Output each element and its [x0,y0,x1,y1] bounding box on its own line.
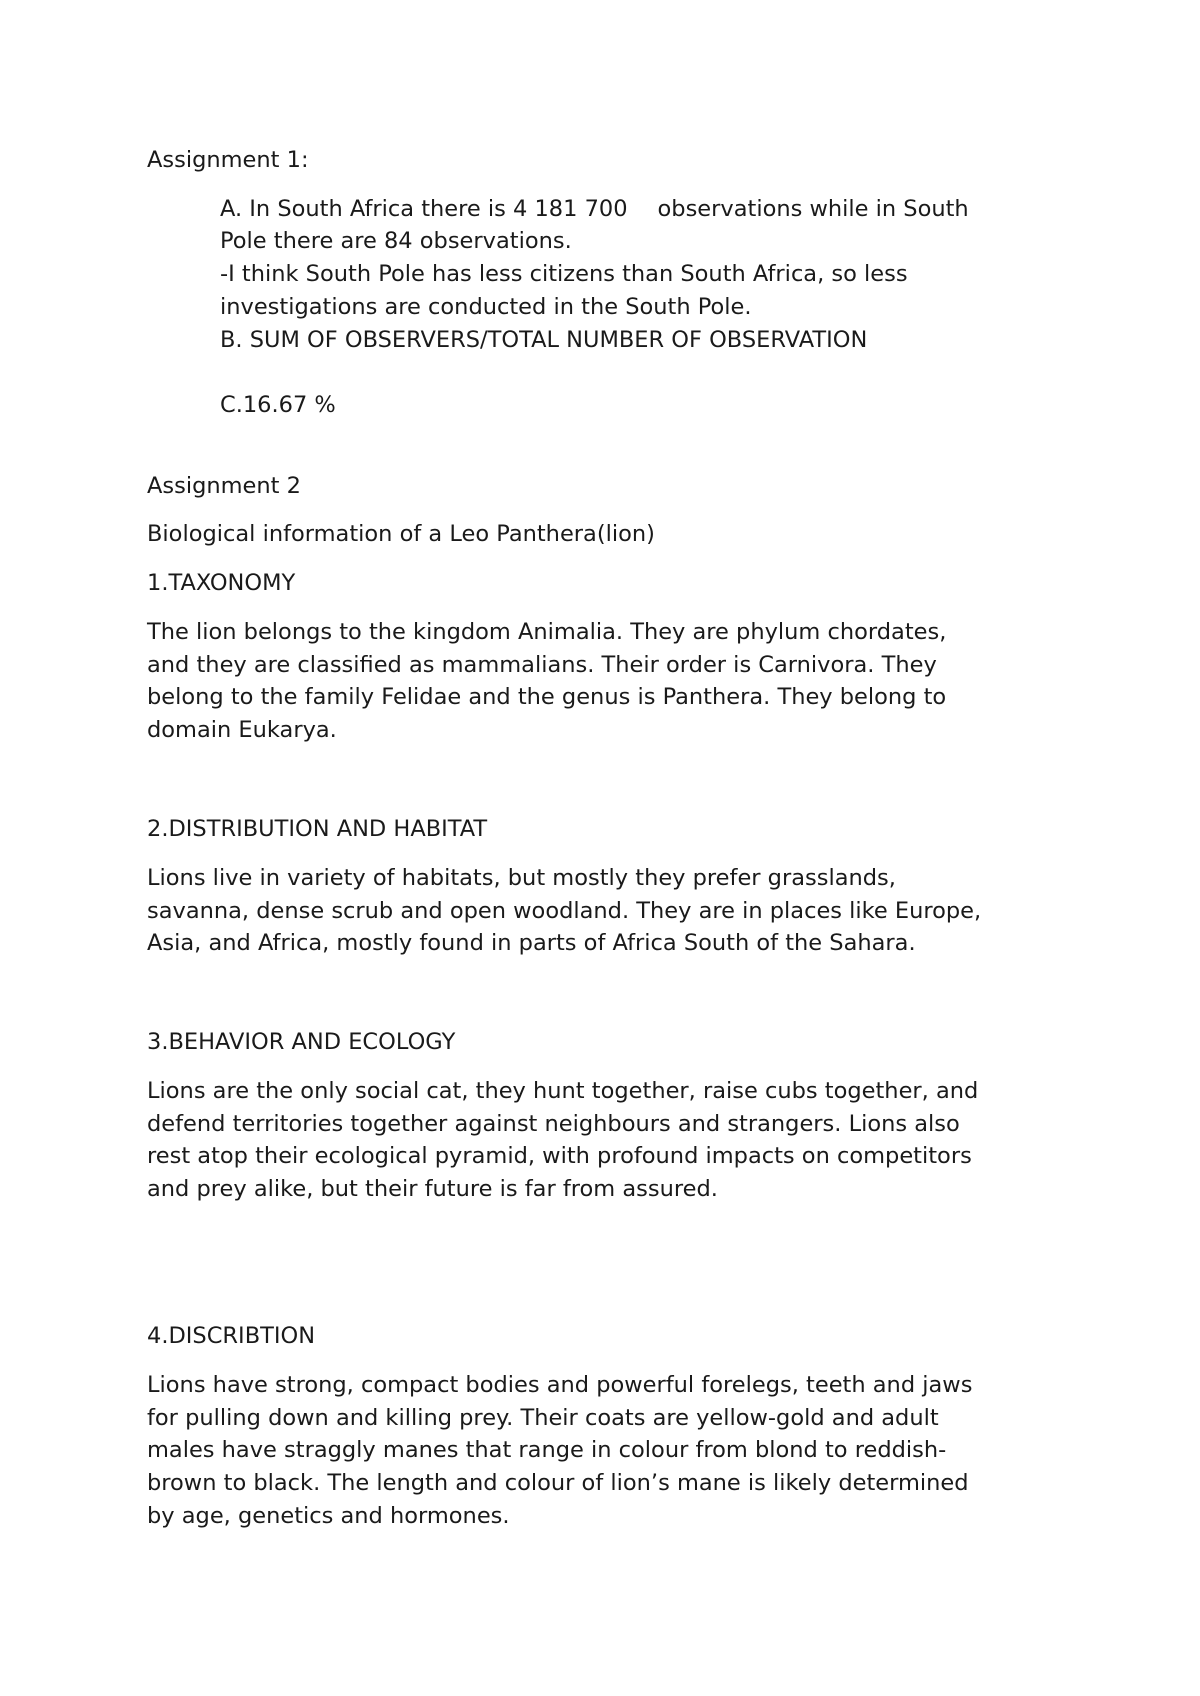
section-body-taxonomy [147,616,1077,747]
behavior-line: rest atop their ecological pyramid, with profound impacts on competitors [147,1143,972,1170]
assignment2-subtitle: Biological information of a Leo Panthera(lion) [147,521,655,547]
assignment1-heading: Assignment 1: [147,147,309,173]
answer-a-line1-part1: A. In South Africa there is 4 181 700 [220,196,628,222]
assignment2-heading: Assignment 2 [147,473,301,499]
taxonomy-line: domain Eukarya. [147,717,337,744]
section-title-taxonomy: 1.TAXONOMY [147,570,296,596]
section-body-distribution [147,862,1077,960]
behavior-line: and prey alike, but their future is far from assured. [147,1176,718,1203]
description-line: Lions have strong, compact bodies and powerful forelegs, teeth and jaws [147,1372,973,1398]
answer-a-line1-part2: observations while in South [657,196,969,222]
description-line: males have straggly manes that range in colour from blond to reddish- [147,1437,947,1464]
section-title-distribution: 2.DISTRIBUTION AND HABITAT [147,816,488,842]
section-title-description: 4.DISCRIBTION [147,1323,316,1349]
description-line: by age, genetics and hormones. [147,1502,510,1529]
taxonomy-line: belong to the family Felidae and the genus is Panthera. They belong to [147,684,947,711]
answer-a-line3: -I think South Pole has less citizens than South Africa, so less [220,261,908,287]
answer-b-line: B. SUM OF OBSERVERS/TOTAL NUMBER OF OBSERVATION [220,327,868,353]
section-title-behavior: 3.BEHAVIOR AND ECOLOGY [147,1029,456,1055]
answer-a-line1 [220,193,969,226]
distribution-line: Lions live in variety of habitats, but mostly they prefer grasslands, [147,865,896,891]
section-body-behavior [147,1075,1077,1206]
behavior-line: defend territories together against neighbours and strangers. Lions also [147,1110,960,1137]
taxonomy-line: The lion belongs to the kingdom Animalia. They are phylum chordates, [147,619,947,645]
taxonomy-line: and they are classified as mammalians. Their order is Carnivora. They [147,651,937,678]
behavior-line: Lions are the only social cat, they hunt together, raise cubs together, and [147,1078,979,1104]
answer-a-line4: investigations are conducted in the South Pole. [220,294,752,320]
answer-a-line2: Pole there are 84 observations. [220,228,572,254]
description-line: for pulling down and killing prey. Their coats are yellow-gold and adult [147,1404,939,1431]
answer-c-line: C.16.67 % [220,392,336,418]
section-body-description [147,1369,1077,1533]
distribution-line: Asia, and Africa, mostly found in parts of Africa South of the Sahara. [147,930,916,957]
distribution-line: savanna, dense scrub and open woodland. They are in places like Europe, [147,897,982,924]
description-line: brown to black. The length and colour of lion’s mane is likely determined [147,1470,969,1497]
